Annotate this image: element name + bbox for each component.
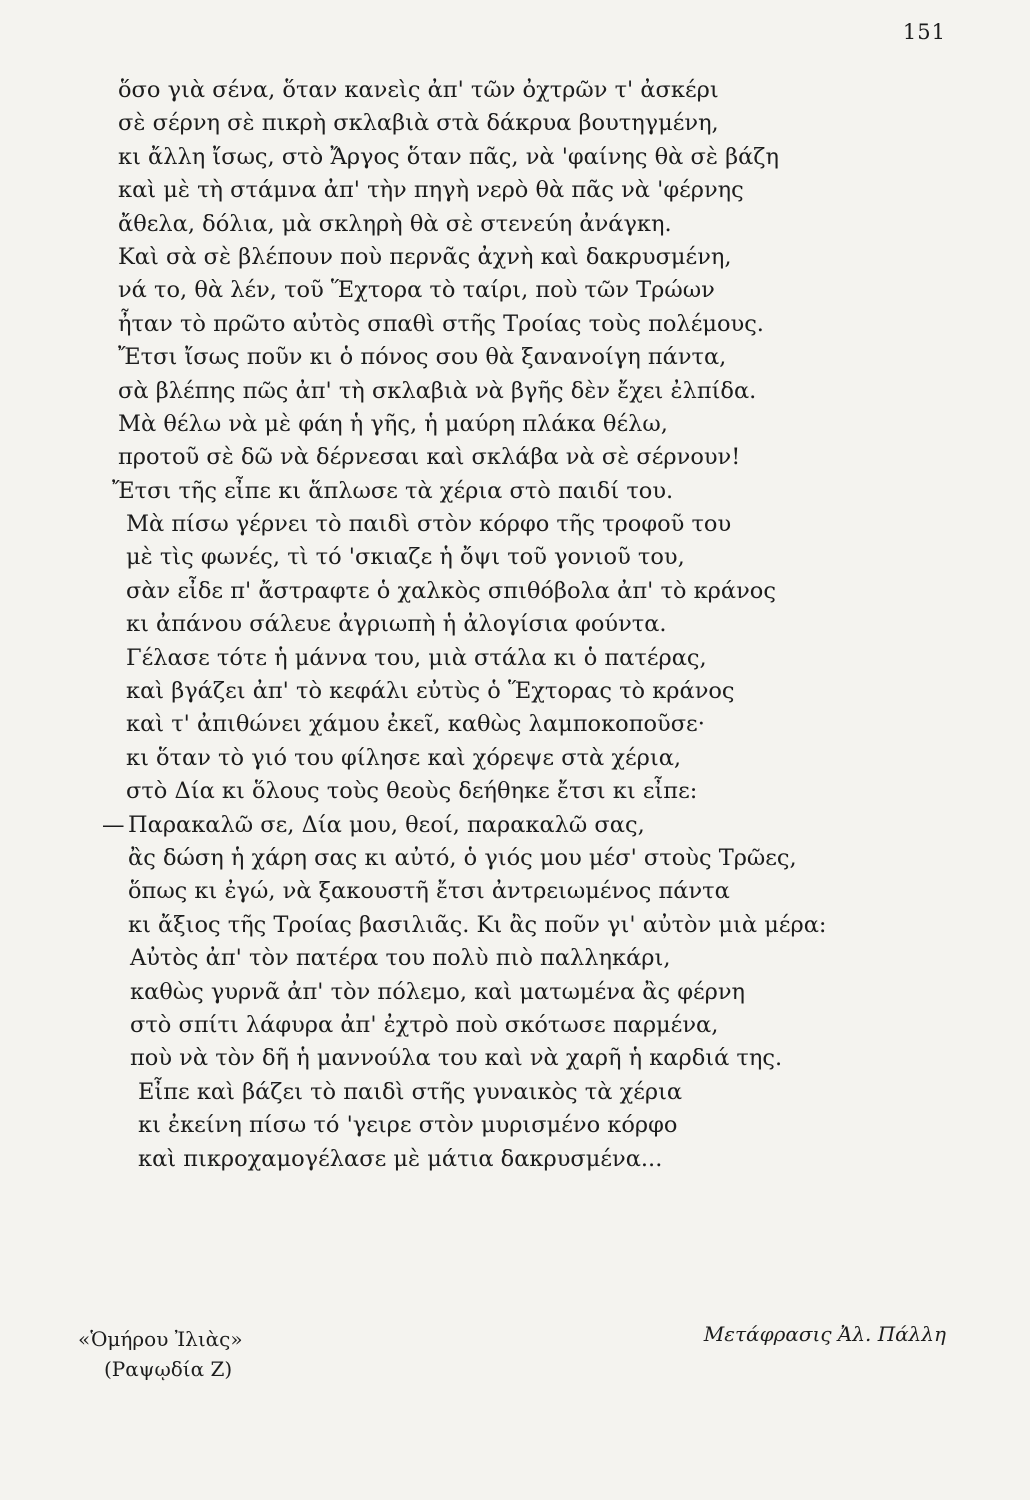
poem-line: προτοῦ σὲ δῶ νὰ δέρνεσαι καὶ σκλάβα νὰ σὲ σέρνουν!: [118, 444, 741, 471]
poem-line: κι ὅταν τὸ γιό του φίλησε καὶ χόρεψε στὰ χέρια,: [126, 744, 682, 771]
poem-line: Αὐτὸς ἀπ' τὸν πατέρα του πολὺ πιὸ παλληκάρι,: [130, 945, 671, 972]
poem-line: Μὰ θέλω νὰ μὲ φάη ἡ γῆς, ἡ μαύρη πλάκα θέλω,: [118, 410, 668, 437]
poem-line: Μὰ πίσω γέρνει τὸ παιδὶ στὸν κόρφο τῆς τροφοῦ του: [126, 511, 732, 538]
poem-line: ὅσο γιὰ σένα, ὅταν κανεὶς ἀπ' τῶν ὀχτρῶν τ' ἀσκέρι: [118, 77, 719, 103]
poem-line: ἦταν τὸ πρῶτο αὐτὸς σπαθὶ στῆς Τροίας τοὺς πολέμους.: [118, 310, 764, 337]
poem-line: ἄθελα, δόλια, μὰ σκληρὴ θὰ σὲ στενεύη ἀνάγκη.: [118, 210, 672, 237]
page-number: 151: [902, 20, 946, 44]
poem-line: νά το, θὰ λέν, τοῦ Ἕχτορα τὸ ταίρι, ποὺ τῶν Τρώων: [118, 277, 715, 304]
poem-line: καὶ βγάζει ἀπ' τὸ κεφάλι εὐτὺς ὁ Ἕχτορας τὸ κράνος: [126, 678, 735, 705]
source-book: (Ραψῳδία Ζ): [104, 1357, 233, 1381]
poem-line: σὰν εἶδε π' ἄστραφτε ὁ χαλκὸς σπιθόβολα ἀπ' τὸ κράνος: [126, 577, 776, 604]
poem-line: σὰ βλέπης πῶς ἀπ' τὴ σκλαβιὰ νὰ βγῆς δὲν ἔχει ἐλπίδα.: [118, 377, 757, 404]
poem-line: στὸ σπίτι λάφυρα ἀπ' ἐχτρὸ ποὺ σκότωσε παρμένα,: [130, 1011, 719, 1038]
translator-credit: Μετάφρασις Ἀλ. Πάλλη: [703, 1322, 946, 1346]
poem-line: Γέλασε τότε ἡ μάννα του, μιὰ στάλα κι ὁ πατέρας,: [126, 644, 707, 671]
poem-line: Ἔτσι ἴσως ποῦν κι ὁ πόνος σου θὰ ξανανοίγη πάντα,: [118, 344, 727, 371]
poem-line: κι ἄλλη ἴσως, στὸ Ἄργος ὅταν πᾶς, νὰ 'φαίνης θὰ σὲ βάζη: [118, 143, 779, 170]
poem-text: [90, 74, 950, 1176]
poem-line: Ἔτσι τῆς εἶπε κι ἅπλωσε τὰ χέρια στὸ παιδί του.: [112, 477, 674, 504]
poem-line: καθὼς γυρνᾶ ἀπ' τὸν πόλεμο, καὶ ματωμένα ἂς φέρνη: [130, 978, 746, 1005]
poem-line: κι ἐκείνη πίσω τό 'γειρε στὸν μυρισμένο κόρφο: [138, 1112, 678, 1139]
poem-line: μὲ τὶς φωνές, τὶ τό 'σκιαζε ἡ ὄψι τοῦ γονιοῦ του,: [126, 544, 685, 571]
poem-line: ὅπως κι ἐγώ, νὰ ξακουστῆ ἔτσι ἀντρειωμένος πάντα: [128, 878, 730, 905]
poem-line: καὶ πικροχαμογέλασε μὲ μάτια δακρυσμένα...: [138, 1145, 663, 1172]
poem-line: Εἶπε καὶ βάζει τὸ παιδὶ στῆς γυναικὸς τὰ χέρια: [138, 1078, 683, 1105]
poem-line: στὸ Δία κι ὅλους τοὺς θεοὺς δεήθηκε ἔτσι κι εἶπε:: [126, 778, 698, 805]
source-citation: [78, 1324, 243, 1384]
poem-line: ποὺ νὰ τὸν δῆ ἡ μαννούλα του καὶ νὰ χαρῆ ἡ καρδιά της.: [130, 1045, 783, 1072]
source-title: «Ὁμήρου Ἰλιὰς»: [78, 1327, 243, 1351]
poem-line-text: Παρακαλῶ σε, Δία μου, θεοί, παρακαλῶ σας,: [128, 811, 645, 838]
poem-line: καὶ τ' ἀπιθώνει χάμου ἐκεῖ, καθὼς λαμποκοποῦσε·: [126, 711, 705, 738]
speech-dash: —: [102, 811, 125, 838]
poem-line: κι ἀπάνου σάλευε ἀγριωπὴ ἡ ἀλογίσια φούντα.: [126, 611, 667, 638]
poem-line: κι ἄξιος τῆς Τροίας βασιλιᾶς. Κι ἂς ποῦν γι' αὐτὸν μιὰ μέρα:: [128, 911, 827, 938]
poem-line: σὲ σέρνη σὲ πικρὴ σκλαβιὰ στὰ δάκρυα βουτηγμένη,: [118, 110, 719, 137]
poem-line: Καὶ σὰ σὲ βλέπουν ποὺ περνᾶς ἀχνὴ καὶ δακρυσμένη,: [118, 243, 732, 270]
poem-line: ἂς δώση ἡ χάρη σας κι αὐτό, ὁ γιός μου μέσ' στοὺς Τρῶες,: [128, 844, 797, 871]
poem-line: [90, 809, 950, 842]
poem-line: καὶ μὲ τὴ στάμνα ἀπ' τὴν πηγὴ νερὸ θὰ πᾶς νὰ 'φέρνης: [118, 177, 744, 204]
